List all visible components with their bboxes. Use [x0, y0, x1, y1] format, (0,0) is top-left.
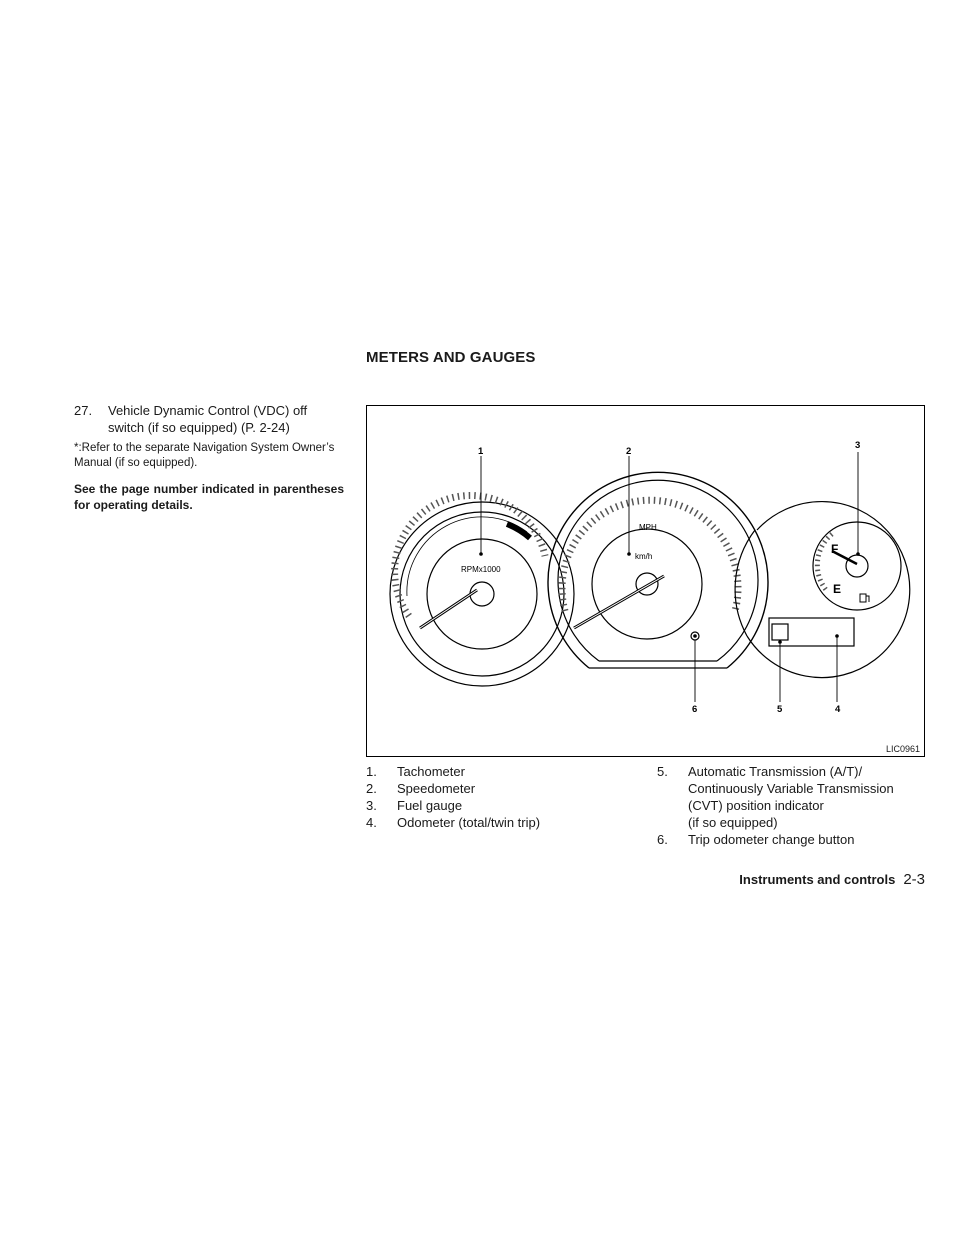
- fuel-pump-icon: [860, 594, 869, 602]
- callout-lines: [481, 452, 858, 702]
- item-text: Fuel gauge: [397, 798, 463, 813]
- page-number: 2-3: [903, 871, 925, 888]
- list-item: [366, 780, 646, 797]
- page-footer: [739, 871, 925, 888]
- item-number: 6.: [657, 832, 668, 847]
- list-item: [366, 814, 646, 831]
- item-text: Tachometer: [397, 764, 465, 779]
- instrument-cluster-figure: [366, 405, 925, 757]
- mph-label: MPH: [639, 523, 657, 532]
- tachometer-graphic: [390, 495, 574, 686]
- callout-6: 6: [692, 704, 698, 715]
- footer-section: Instruments and controls: [739, 872, 896, 887]
- list-item: [366, 797, 646, 814]
- figure-code: LIC0961: [885, 744, 920, 754]
- item-text: Vehicle Dynamic Control (VDC) off switch (if so equipped) (P. 2-24): [108, 403, 308, 435]
- item-number: 27.: [74, 403, 93, 418]
- list-item: [366, 763, 646, 780]
- callout-5: 5: [777, 704, 783, 715]
- item-number: 5.: [657, 764, 668, 779]
- list-item: [657, 831, 927, 848]
- callout-1: 1: [478, 446, 484, 457]
- item-text-line: Automatic Transmission (A/T)/: [688, 764, 863, 779]
- instrument-cluster-illustration: [367, 406, 926, 758]
- item-number: 4.: [366, 815, 377, 830]
- item-number: 3.: [366, 798, 377, 813]
- list-item-27: [74, 402, 344, 436]
- callout-2: 2: [626, 446, 632, 457]
- caption-list-left: [366, 763, 646, 831]
- item-text: Odometer (total/twin trip): [397, 815, 541, 830]
- kmh-label: km/h: [635, 552, 653, 561]
- bold-note: See the page number indicated in parentheses for operating details.: [74, 482, 344, 512]
- item-number: 2.: [366, 781, 377, 796]
- tach-label: RPMx1000: [461, 565, 501, 574]
- item-text-line: (CVT) position indicator: [688, 798, 824, 813]
- speedometer-graphic: [548, 472, 768, 668]
- fuel-full-label: F: [831, 542, 839, 556]
- item-number: 1.: [366, 764, 377, 779]
- caption-list-right: [657, 763, 927, 848]
- fuel-gauge-graphic: [735, 502, 910, 678]
- callout-4: 4: [835, 704, 841, 715]
- callout-3: 3: [855, 440, 861, 451]
- list-item: [657, 763, 927, 831]
- item-text: Speedometer: [397, 781, 476, 796]
- footnote: *:Refer to the separate Navigation System Owner’s Manual (if so equipped).: [74, 442, 335, 469]
- left-column: [74, 402, 344, 513]
- item-text-line: Trip odometer change button: [688, 832, 855, 847]
- section-title: METERS AND GAUGES: [366, 349, 536, 366]
- item-text-line: Continuously Variable Transmission: [688, 781, 894, 796]
- fuel-empty-label: E: [833, 582, 842, 596]
- item-text-line: (if so equipped): [688, 815, 778, 830]
